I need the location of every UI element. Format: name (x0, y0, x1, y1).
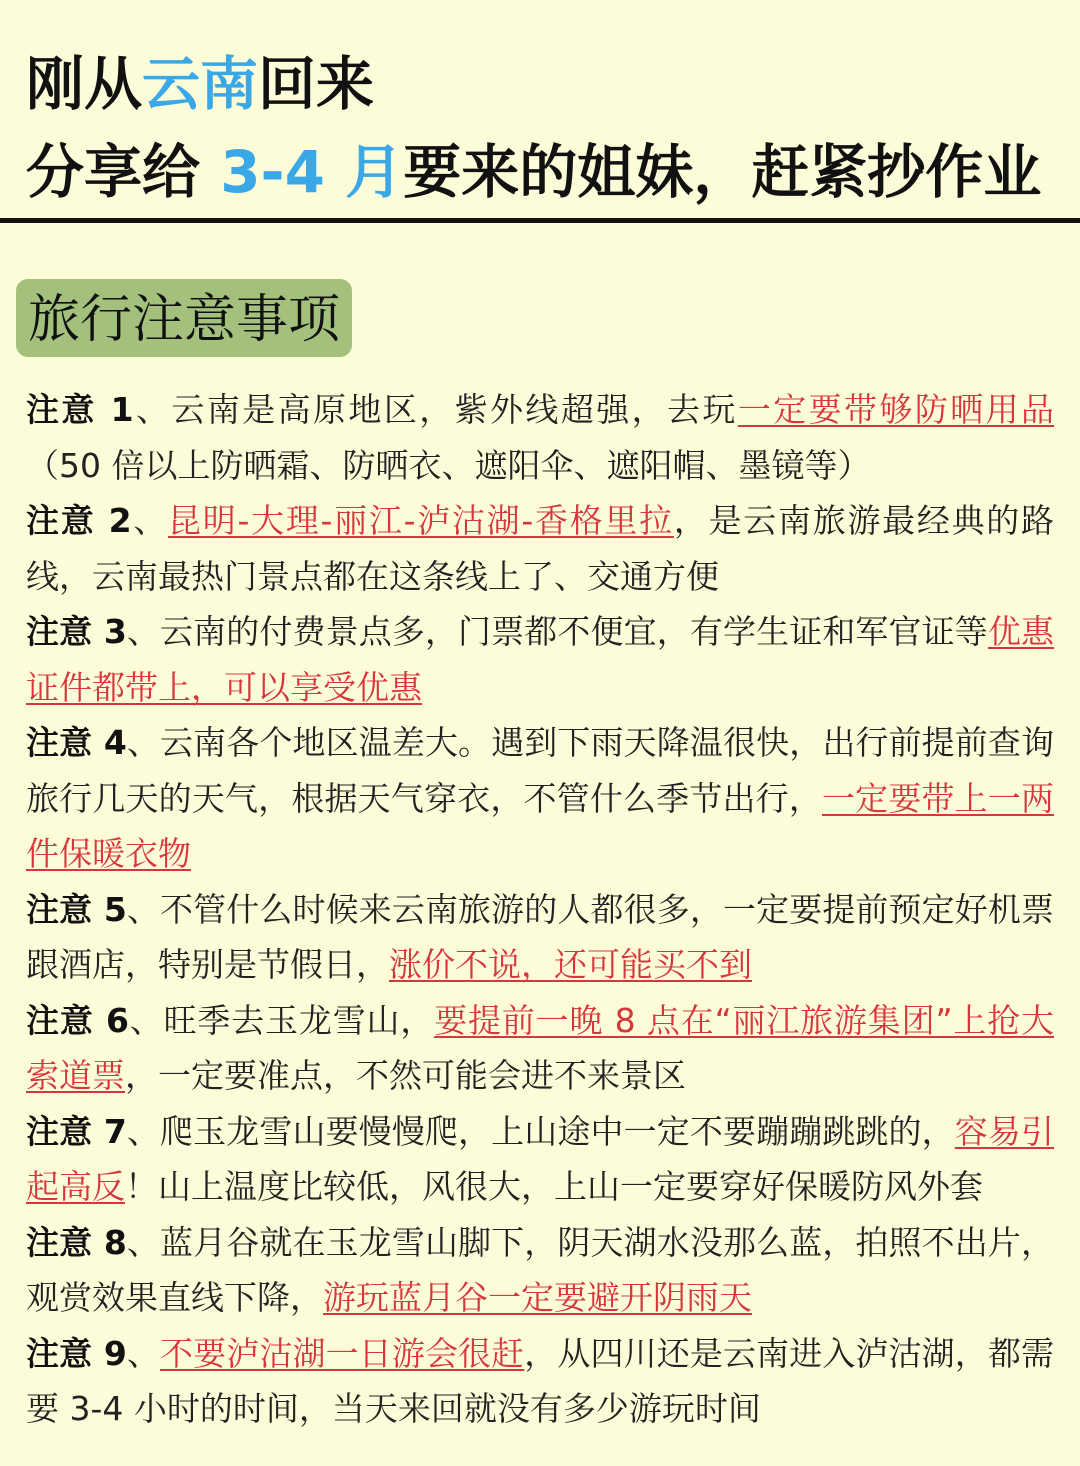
note-item-8 (26, 1215, 1054, 1326)
note-label: 注意 1 (26, 390, 134, 429)
note-label: 注意 8 (26, 1222, 127, 1262)
note-item-2 (26, 493, 1054, 604)
note-text: 、爬玉龙雪山要慢慢爬，上山途中一定不要蹦蹦跳跳的， (126, 1111, 955, 1151)
note-label: 注意 4 (26, 723, 127, 762)
note-text: ！山上温度比较低，风很大，上山一定要穿好保暖防风外套 (125, 1167, 983, 1206)
note-text: 、 (126, 1333, 161, 1373)
title-divider (0, 218, 1080, 223)
note-highlight: 涨价不说，还可能买不到 (389, 945, 752, 984)
note-highlight: 优惠证件都带上，可以享受优惠 (26, 612, 1055, 707)
note-label: 注意 7 (26, 1111, 127, 1151)
note-item-1 (26, 382, 1054, 493)
note-item-7 (26, 1104, 1054, 1215)
note-item-4 (26, 715, 1054, 882)
note-text: 、不管什么时候来云南旅游的人都很多，一定要提前预定好机票跟酒店，特别是节假日， (26, 889, 1055, 984)
note-text: ，一定要准点，不然可能会进不来景区 (125, 1056, 686, 1095)
note-item-9 (26, 1326, 1054, 1437)
title-accent-months: 3-4 月 (220, 138, 404, 206)
note-label: 注意 6 (26, 1000, 129, 1040)
note-text: 、蓝月谷就在玉龙雪山脚下，阴天湖水没那么蓝，拍照不出片，观赏效果直线下降， (26, 1222, 1055, 1317)
note-text: （50 倍以上防晒霜、防晒衣、遮阳伞、遮阳帽、墨镜等） (26, 445, 871, 485)
title-text: 刚从 (26, 50, 143, 118)
note-highlight: 昆明-大理-丽江-泸沽湖-香格里拉 (168, 501, 674, 540)
title-line-2 (26, 128, 1066, 216)
section-heading: 旅行注意事项 (16, 279, 352, 357)
note-text: ，是云南旅游最经典的路线，云南最热门景点都在这条线上了、交通方便 (26, 501, 1055, 596)
note-item-5 (26, 882, 1054, 993)
title-line-1 (26, 40, 1066, 128)
title-accent-yunnan: 云南 (142, 50, 259, 118)
title-text: 分享给 (26, 138, 221, 206)
note-text: 、云南各个地区温差大。遇到下雨天降温很快，出行前提前查询旅行几天的天气，根据天气穿衣，不管什么季节出行， (26, 723, 1055, 818)
note-highlight: 容易引起高反 (26, 1111, 1055, 1206)
title-block (26, 40, 1066, 216)
note-item-3 (26, 604, 1054, 715)
note-highlight: 一定要带够防晒用品 (737, 390, 1055, 429)
title-text: 回来 (258, 50, 375, 118)
note-label: 注意 9 (26, 1333, 127, 1373)
note-text: 、云南是高原地区，紫外线超强，去玩 (133, 390, 738, 429)
note-label: 注意 5 (26, 889, 127, 929)
note-label: 注意 2 (26, 501, 132, 540)
note-highlight: 不要泸沽湖一日游会很赶 (160, 1333, 525, 1373)
note-highlight: 游玩蓝月谷一定要避开阴雨天 (323, 1278, 752, 1317)
note-highlight: 要提前一晚 8 点在“丽江旅游集团”上抢大索道票 (26, 1000, 1055, 1095)
note-label: 注意 3 (26, 612, 127, 651)
notes-list (26, 382, 1054, 1437)
note-highlight: 一定要带上一两件保暖衣物 (26, 778, 1055, 873)
note-item-6 (26, 993, 1054, 1104)
title-text: 要来的姐妹，赶紧抄作业 (403, 138, 1042, 206)
note-text: 、旺季去玉龙雪山， (128, 1000, 435, 1040)
note-text: 、 (131, 501, 169, 540)
note-text: ，从四川还是云南进入泸沽湖，都需要 3-4 小时的时间，当天来回就没有多少游玩时间 (26, 1333, 1055, 1428)
note-text: 、云南的付费景点多，门票都不便宜，有学生证和军官证等 (126, 612, 988, 651)
